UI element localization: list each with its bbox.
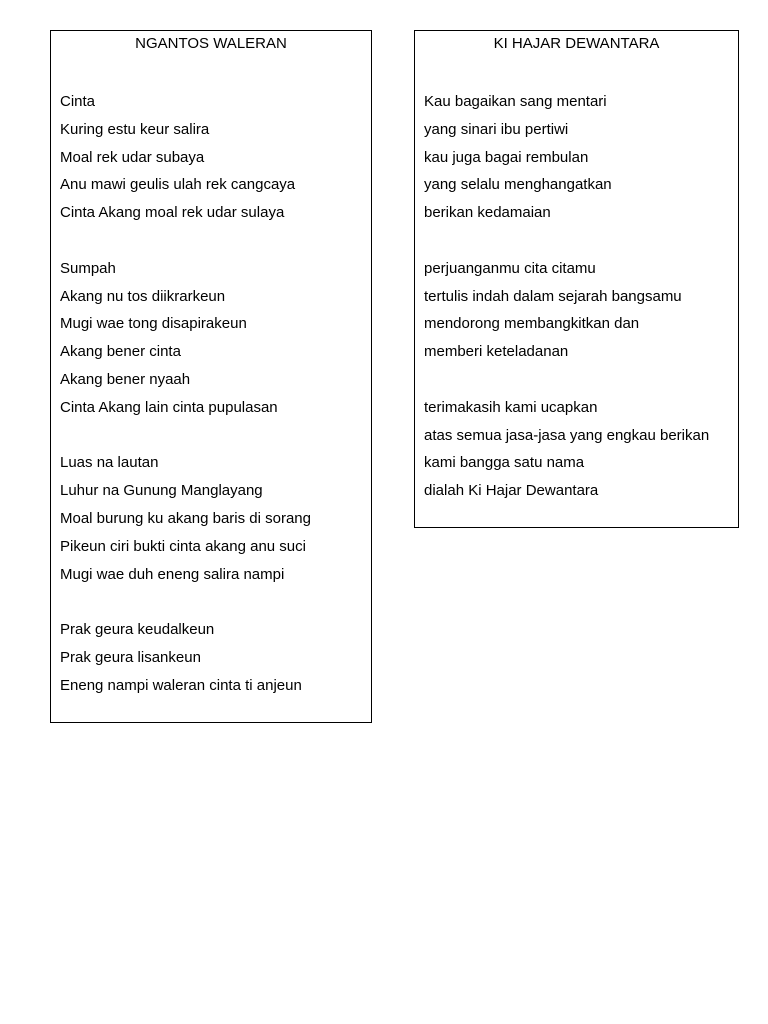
poem-line: kami bangga satu nama	[424, 454, 585, 472]
poem-line: yang selalu menghangatkan	[424, 176, 612, 194]
poem-line: Cinta Akang moal rek udar sulaya	[60, 204, 285, 222]
poem-line: mendorong membangkitkan dan	[424, 315, 640, 333]
poem-line: memberi keteladanan	[424, 343, 569, 361]
poem-line: dialah Ki Hajar Dewantara	[424, 482, 599, 500]
stanza	[424, 255, 734, 366]
poem-title: KI HAJAR DEWANTARA	[493, 35, 660, 52]
poem-line: Cinta	[60, 93, 96, 110]
poem-line: atas semua jasa-jasa yang engkau berikan	[424, 426, 710, 444]
poem-line: Kuring estu keur salira	[60, 120, 210, 138]
poem-line: Akang bener nyaah	[60, 370, 191, 388]
poem-line: Sumpah	[60, 259, 116, 277]
stanza	[424, 88, 734, 227]
poem-box-ki-hajar-dewantara	[414, 30, 739, 528]
poem-line: tertulis indah dalam sejarah bangsamu	[424, 287, 682, 305]
stanza	[60, 88, 367, 227]
poem-line: Pikeun ciri bukti cinta akang anu suci	[60, 537, 306, 555]
poem-line: Prak geura lisankeun	[60, 648, 201, 666]
poem-line: terimakasih kami ucapkan	[424, 398, 598, 416]
stanza	[60, 255, 367, 422]
poem-line: berikan kedamaian	[424, 204, 551, 222]
poem-line: Luhur na Gunung Manglayang	[60, 482, 263, 500]
stanza	[60, 449, 367, 588]
poem-line: Cinta Akang lain cinta pupulasan	[60, 398, 278, 416]
poem-line: Moal burung ku akang baris di sorang	[60, 509, 311, 527]
poem-line: Eneng nampi waleran cinta ti anjeun	[60, 676, 302, 694]
poem-body	[424, 88, 734, 533]
poem-line: yang sinari ibu pertiwi	[424, 120, 569, 138]
poem-line: Prak geura keudalkeun	[60, 621, 215, 639]
poem-body	[60, 88, 367, 727]
poem-line: Moal rek udar subaya	[60, 148, 205, 166]
stanza	[60, 616, 367, 699]
poem-line: Anu mawi geulis ulah rek cangcaya	[60, 176, 296, 194]
poem-box-ngantos-waleran	[50, 30, 372, 723]
poem-line: Kau bagaikan sang mentari	[424, 93, 607, 110]
poem-title: NGANTOS WALERAN	[135, 35, 287, 52]
poem-line: Akang bener cinta	[60, 343, 181, 361]
poem-line: Mugi wae duh eneng salira nampi	[60, 565, 285, 583]
stanza	[424, 394, 734, 505]
poem-line: Luas na lautan	[60, 454, 159, 472]
poem-line: perjuanganmu cita citamu	[424, 259, 596, 277]
poem-line: kau juga bagai rembulan	[424, 148, 589, 166]
poem-line: Akang nu tos diikrarkeun	[60, 287, 226, 305]
poem-line: Mugi wae tong disapirakeun	[60, 315, 247, 333]
